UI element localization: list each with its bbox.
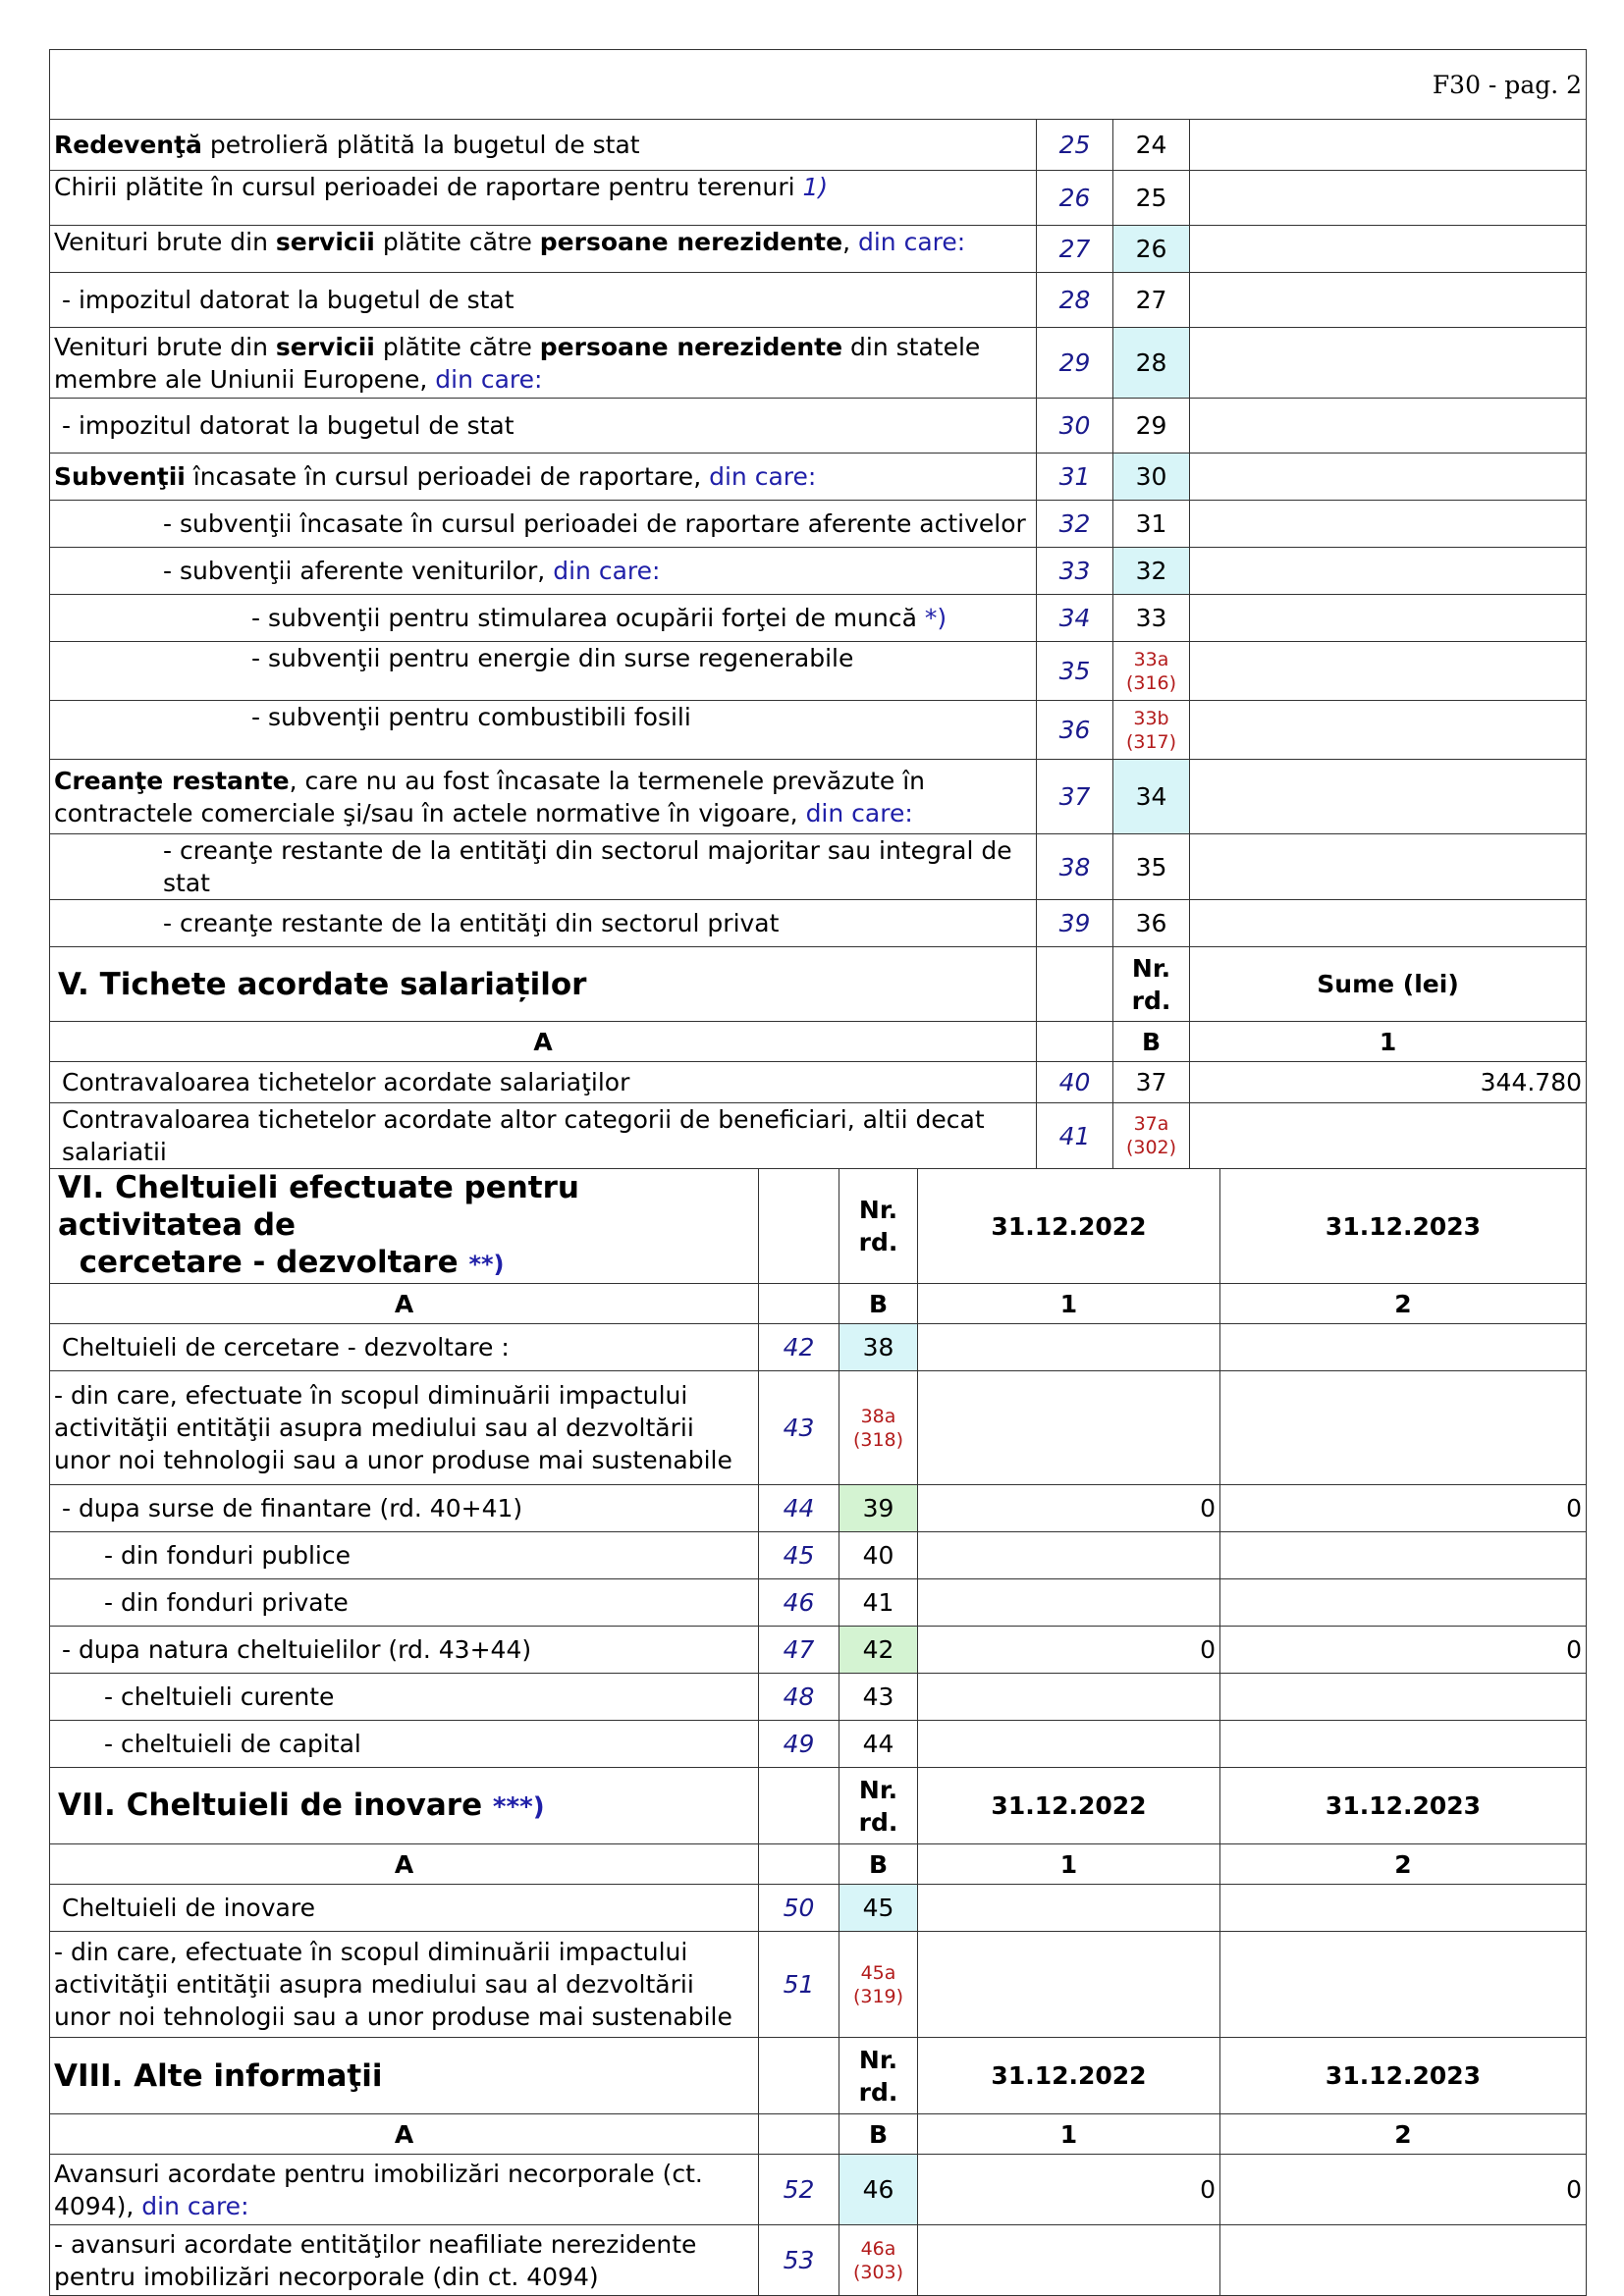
row-label: Creanţe restante, care nu au fost încasate la termenele prevăzute în contractele comerciale şi/sau în actele normative în vigoare, din care: <box>50 760 1037 834</box>
table-row <box>50 1579 1587 1627</box>
column-letters <box>50 1022 1587 1062</box>
row-code: 36 <box>1037 701 1113 760</box>
row-label: - creanţe restante de la entităţi din sectorul majoritar sau integral de stat <box>50 834 1037 900</box>
row-code: 25 <box>1037 120 1113 171</box>
value-cell[interactable]: 0 <box>1220 1627 1587 1674</box>
row-label: - din care, efectuate în scopul diminuării impactului activităţii entităţii asupra mediului sau al dezvoltării unor noi tehnologii sau a unor produse mai sustenabile <box>50 1371 759 1485</box>
row-code: 28 <box>1037 273 1113 328</box>
section-title: VI. Cheltuieli efectuate pentru activitatea de cercetare - dezvoltare **) <box>50 1169 759 1284</box>
table-row <box>50 328 1587 399</box>
row-number: 30 <box>1113 454 1190 501</box>
col-b-label: B <box>839 1284 918 1324</box>
section-title: V. Tichete acordate salariaților <box>50 947 1037 1022</box>
col-b-label: B <box>1113 1022 1190 1062</box>
value-cell[interactable] <box>918 2225 1220 2296</box>
value-cell[interactable] <box>1190 120 1587 171</box>
table-row <box>50 273 1587 328</box>
table-row <box>50 1103 1587 1169</box>
value-cell[interactable] <box>1220 1674 1587 1721</box>
row-label: - din fonduri publice <box>50 1532 759 1579</box>
row-code: 49 <box>759 1721 839 1768</box>
row-number: 31 <box>1113 501 1190 548</box>
value-cell[interactable] <box>918 1324 1220 1371</box>
row-code: 30 <box>1037 399 1113 454</box>
table-row <box>50 642 1587 701</box>
row-number: 37a (302) <box>1113 1103 1190 1169</box>
table-row <box>50 2225 1587 2296</box>
row-code: 38 <box>1037 834 1113 900</box>
row-number: 25 <box>1113 171 1190 226</box>
row-number: 32 <box>1113 548 1190 595</box>
col-2-label: 2 <box>1220 1284 1587 1324</box>
value-cell[interactable] <box>918 1721 1220 1768</box>
value-cell[interactable] <box>1220 1371 1587 1485</box>
row-number: 27 <box>1113 273 1190 328</box>
row-label: - subvenţii aferente veniturilor, din care: <box>50 548 1037 595</box>
value-cell[interactable] <box>1190 1103 1587 1169</box>
table-row <box>50 760 1587 834</box>
row-label: Cheltuieli de cercetare - dezvoltare : <box>50 1324 759 1371</box>
value-cell[interactable] <box>1190 548 1587 595</box>
col-a-label: A <box>50 1022 1037 1062</box>
table-row <box>50 595 1587 642</box>
value-cell[interactable] <box>1220 1579 1587 1627</box>
table-row <box>50 1627 1587 1674</box>
column-letters <box>50 1844 1587 1885</box>
table-row <box>50 1932 1587 2038</box>
row-label: Venituri brute din servicii plătite către persoane nerezidente, din care: <box>50 226 1037 273</box>
value-cell[interactable]: 0 <box>918 2155 1220 2225</box>
table-row <box>50 834 1587 900</box>
value-cell[interactable] <box>918 1532 1220 1579</box>
row-code: 53 <box>759 2225 839 2296</box>
row-label: - avansuri acordate entităţilor neafiliate nerezidente pentru imobilizări necorporale (din ct. 4094) <box>50 2225 759 2296</box>
nr-rd-header: Nr. rd. <box>839 2038 918 2114</box>
value-cell[interactable] <box>1220 1532 1587 1579</box>
section-vi-header <box>50 1169 1587 1284</box>
value-cell[interactable] <box>1190 226 1587 273</box>
row-label: - cheltuieli de capital <box>50 1721 759 1768</box>
value-cell[interactable] <box>1190 701 1587 760</box>
col-2-label: 2 <box>1220 2114 1587 2155</box>
col-a-label: A <box>50 1284 759 1324</box>
value-cell[interactable] <box>1190 642 1587 701</box>
row-number: 35 <box>1113 834 1190 900</box>
section-title: VII. Cheltuieli de inovare ***) <box>50 1768 759 1844</box>
row-number: 38a (318) <box>839 1371 918 1485</box>
table-row <box>50 548 1587 595</box>
nr-rd-header: Nr. rd. <box>839 1768 918 1844</box>
section-viii-header <box>50 2038 1587 2114</box>
row-code: 35 <box>1037 642 1113 701</box>
value-cell[interactable] <box>918 1579 1220 1627</box>
row-label: - dupa natura cheltuielilor (rd. 43+44) <box>50 1627 759 1674</box>
table-row <box>50 226 1587 273</box>
value-cell[interactable] <box>1220 1721 1587 1768</box>
row-label: - din fonduri private <box>50 1579 759 1627</box>
row-number: 33 <box>1113 595 1190 642</box>
row-label: - impozitul datorat la bugetul de stat <box>50 273 1037 328</box>
table-row <box>50 120 1587 171</box>
table-row <box>50 501 1587 548</box>
col-1-label: 1 <box>918 2114 1220 2155</box>
col-a-label: A <box>50 1844 759 1885</box>
table-row <box>50 1324 1587 1371</box>
section-iv-table <box>49 49 1587 1169</box>
col-b-label: B <box>839 2114 918 2155</box>
value-cell[interactable] <box>1190 328 1587 399</box>
row-number: 43 <box>839 1674 918 1721</box>
row-code: 45 <box>759 1532 839 1579</box>
nr-rd-header: Nr. rd. <box>1113 947 1190 1022</box>
value-cell[interactable]: 0 <box>918 1485 1220 1532</box>
col-1-label: 1 <box>1190 1022 1587 1062</box>
date-header-2: 31.12.2023 <box>1220 1169 1587 1284</box>
value-cell[interactable] <box>1220 1932 1587 2038</box>
row-label: - din care, efectuate în scopul diminuării impactului activităţii entităţii asupra mediului sau al dezvoltării unor noi tehnologii sau a unor produse mai sustenabile <box>50 1932 759 2038</box>
value-cell[interactable] <box>1190 834 1587 900</box>
row-label: - creanţe restante de la entităţi din sectorul privat <box>50 900 1037 947</box>
table-row <box>50 701 1587 760</box>
row-label: Venituri brute din servicii plătite către persoane nerezidente din statele membre ale Uniunii Europene, din care: <box>50 328 1037 399</box>
row-number: 36 <box>1113 900 1190 947</box>
row-code: 39 <box>1037 900 1113 947</box>
table-row <box>50 1532 1587 1579</box>
date-header-2: 31.12.2023 <box>1220 1768 1587 1844</box>
row-code: 34 <box>1037 595 1113 642</box>
row-label: Cheltuieli de inovare <box>50 1885 759 1932</box>
value-cell[interactable]: 344.780 <box>1190 1062 1587 1103</box>
row-label: - dupa surse de finantare (rd. 40+41) <box>50 1485 759 1532</box>
nr-rd-header: Nr. rd. <box>839 1169 918 1284</box>
col-2-label: 2 <box>1220 1844 1587 1885</box>
row-code: 29 <box>1037 328 1113 399</box>
row-label: Contravaloarea tichetelor acordate salariaţilor <box>50 1062 1037 1103</box>
row-code: 52 <box>759 2155 839 2225</box>
value-cell[interactable] <box>1190 454 1587 501</box>
table-row <box>50 1371 1587 1485</box>
table-row <box>50 1885 1587 1932</box>
row-number: 39 <box>839 1485 918 1532</box>
value-cell[interactable] <box>1190 900 1587 947</box>
row-number: 46 <box>839 2155 918 2225</box>
column-letters <box>50 1284 1587 1324</box>
table-row <box>50 900 1587 947</box>
date-header-1: 31.12.2022 <box>918 2038 1220 2114</box>
row-number: 42 <box>839 1627 918 1674</box>
table-row <box>50 2155 1587 2225</box>
row-number: 40 <box>839 1532 918 1579</box>
col-1-label: 1 <box>918 1284 1220 1324</box>
date-header-1: 31.12.2022 <box>918 1768 1220 1844</box>
row-label: Chirii plătite în cursul perioadei de raportare pentru terenuri 1) <box>50 171 1037 226</box>
row-code: 50 <box>759 1885 839 1932</box>
row-number: 44 <box>839 1721 918 1768</box>
value-cell[interactable] <box>1190 399 1587 454</box>
row-number: 33a (316) <box>1113 642 1190 701</box>
row-number: 33b (317) <box>1113 701 1190 760</box>
row-number: 29 <box>1113 399 1190 454</box>
row-label: - subvenţii pentru energie din surse regenerabile <box>50 642 1037 701</box>
value-cell[interactable] <box>918 1371 1220 1485</box>
value-cell[interactable] <box>1220 1324 1587 1371</box>
col-1-label: 1 <box>918 1844 1220 1885</box>
row-label: Contravaloarea tichetelor acordate altor categorii de beneficiari, altii decat salariatii <box>50 1103 1037 1169</box>
row-number: 28 <box>1113 328 1190 399</box>
row-label: - subvenţii pentru combustibili fosili <box>50 701 1037 760</box>
row-code: 32 <box>1037 501 1113 548</box>
row-code: 47 <box>759 1627 839 1674</box>
row-label: - cheltuieli curente <box>50 1674 759 1721</box>
table-row <box>50 1674 1587 1721</box>
row-number: 46a (303) <box>839 2225 918 2296</box>
value-cell[interactable]: 0 <box>918 1627 1220 1674</box>
table-row <box>50 454 1587 501</box>
row-label: - subvenţii pentru stimularea ocupării forţei de muncă *) <box>50 595 1037 642</box>
row-code: 26 <box>1037 171 1113 226</box>
row-number: 41 <box>839 1579 918 1627</box>
row-number: 24 <box>1113 120 1190 171</box>
date-header-2: 31.12.2023 <box>1220 2038 1587 2114</box>
row-code: 37 <box>1037 760 1113 834</box>
column-letters <box>50 2114 1587 2155</box>
sum-header: Sume (lei) <box>1190 947 1587 1022</box>
row-number: 45 <box>839 1885 918 1932</box>
value-cell[interactable]: 0 <box>1220 1485 1587 1532</box>
row-code: 41 <box>1037 1103 1113 1169</box>
row-number: 38 <box>839 1324 918 1371</box>
table-row <box>50 1485 1587 1532</box>
row-code: 51 <box>759 1932 839 2038</box>
value-cell[interactable] <box>1190 595 1587 642</box>
value-cell[interactable] <box>918 1885 1220 1932</box>
row-code: 33 <box>1037 548 1113 595</box>
row-code: 42 <box>759 1324 839 1371</box>
row-code: 40 <box>1037 1062 1113 1103</box>
row-number: 45a (319) <box>839 1932 918 2038</box>
table-row <box>50 399 1587 454</box>
value-cell[interactable] <box>918 1674 1220 1721</box>
date-header-1: 31.12.2022 <box>918 1169 1220 1284</box>
page-label: F30 - pag. 2 <box>50 50 1587 120</box>
value-cell[interactable] <box>1190 501 1587 548</box>
row-code: 48 <box>759 1674 839 1721</box>
section-vii-header <box>50 1768 1587 1844</box>
row-code: 27 <box>1037 226 1113 273</box>
value-cell[interactable]: 0 <box>1220 2155 1587 2225</box>
row-label: Subvenţii încasate în cursul perioadei de raportare, din care: <box>50 454 1037 501</box>
value-cell[interactable] <box>1220 2225 1587 2296</box>
col-b-label: B <box>839 1844 918 1885</box>
value-cell[interactable] <box>1190 760 1587 834</box>
table-row <box>50 1721 1587 1768</box>
row-number: 34 <box>1113 760 1190 834</box>
row-code: 31 <box>1037 454 1113 501</box>
value-cell[interactable] <box>918 1932 1220 2038</box>
row-number: 26 <box>1113 226 1190 273</box>
form-page <box>49 49 1586 2296</box>
row-label: Redevenţă petrolieră plătită la bugetul de stat <box>50 120 1037 171</box>
section-vi-table <box>49 1168 1587 2296</box>
row-label: Avansuri acordate pentru imobilizări necorporale (ct. 4094), din care: <box>50 2155 759 2225</box>
value-cell[interactable] <box>1220 1885 1587 1932</box>
row-number: 37 <box>1113 1062 1190 1103</box>
value-cell[interactable] <box>1190 171 1587 226</box>
row-code: 43 <box>759 1371 839 1485</box>
row-code: 46 <box>759 1579 839 1627</box>
section-v-header <box>50 947 1587 1022</box>
table-row <box>50 171 1587 226</box>
row-label: - subvenţii încasate în cursul perioadei de raportare aferente activelor <box>50 501 1037 548</box>
row-code: 44 <box>759 1485 839 1532</box>
section-title: VIII. Alte informaţii <box>50 2038 759 2114</box>
table-row <box>50 1062 1587 1103</box>
value-cell[interactable] <box>1190 273 1587 328</box>
col-a-label: A <box>50 2114 759 2155</box>
row-label: - impozitul datorat la bugetul de stat <box>50 399 1037 454</box>
